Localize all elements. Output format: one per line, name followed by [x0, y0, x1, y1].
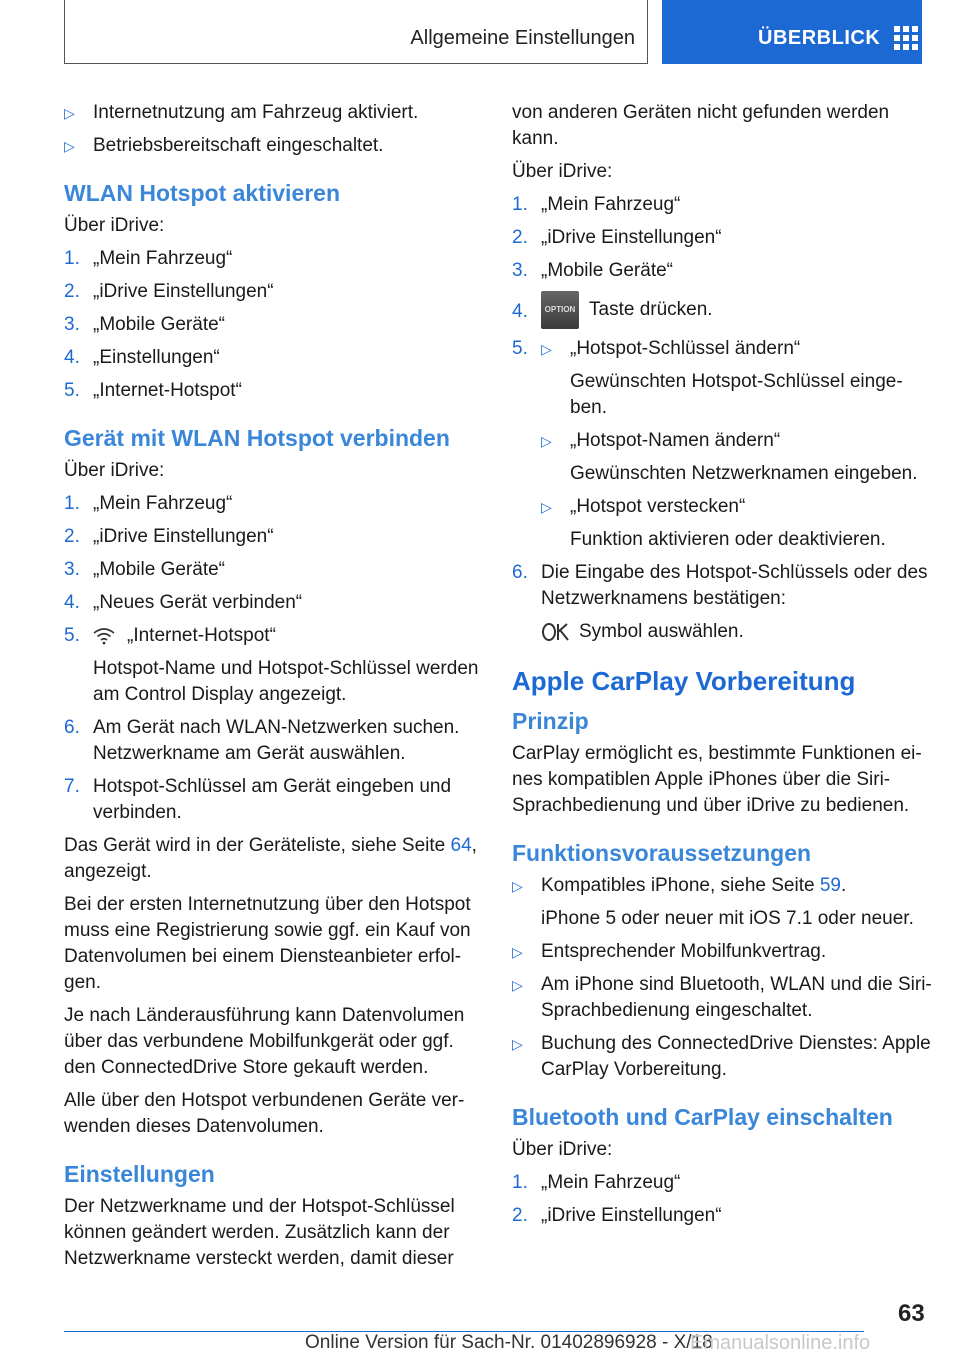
step-note: Hotspot-Name und Hotspot-Schlüssel werden am Control Display angezeigt. [93, 658, 479, 705]
step-note: Gewünschten Netzwerknamen eingeben. [570, 463, 918, 484]
intro-text: Über iDrive: [512, 1139, 613, 1160]
intro-text: Über iDrive: [64, 215, 165, 236]
intro-text: Über iDrive: [64, 460, 165, 481]
list-item: ▷ Buchung des ConnectedDrive Dienstes: Apple CarPlay Vorbereitung. [512, 1033, 931, 1080]
grid-menu-icon[interactable] [894, 26, 918, 50]
heading-carplay: Apple CarPlay Vorbereitung [512, 666, 856, 696]
step-note: Funktion aktivieren oder deaktivieren. [570, 529, 886, 550]
page-link-64[interactable]: 64 [450, 835, 472, 856]
paragraph: Das Gerät wird in der Geräteliste, siehe Seite 64, angezeigt. [64, 835, 477, 882]
watermark: Emanualsonline.info [690, 1332, 871, 1354]
page-header [64, 0, 922, 64]
step-item: 4. „Neues Gerät verbinden“ [64, 592, 303, 613]
triangle-bullet-icon: ▷ [512, 1036, 523, 1052]
triangle-bullet-icon: ▷ [512, 944, 523, 960]
step-item: 6. Am Gerät nach WLAN-Netzwerken suchen. [64, 717, 460, 738]
step-item: 5. „Internet-Hotspot“ [64, 625, 276, 646]
overview-tab[interactable] [662, 0, 922, 64]
step-item: 3. „Mobile Geräte“ [64, 559, 225, 580]
triangle-bullet-icon: ▷ [541, 433, 552, 449]
list-item: ▷ „Hotspot verstecken“ [541, 494, 932, 520]
paragraph: von anderen Geräten nicht gefunden werden kann. [512, 102, 890, 149]
triangle-bullet-icon: ▷ [512, 878, 523, 894]
list-item: ▷ Am iPhone sind Bluetooth, WLAN und die Siri-Sprachbedienung eingeschaltet. [512, 974, 932, 1021]
step-note: iPhone 5 oder neuer mit iOS 7.1 oder neuer. [541, 908, 914, 929]
wifi-icon [93, 627, 115, 645]
right-column [512, 100, 932, 1236]
option-button-icon: OPTION [541, 291, 579, 329]
step-item: 2. „iDrive Einstellungen“ [64, 281, 274, 302]
paragraph: Alle über den Hotspot verbundenen Geräte verwenden dieses Datenvolumen. [64, 1090, 465, 1137]
step-item: 5. ▷ „Hotspot-Schlüssel ändern“ [512, 336, 932, 362]
list-item: ▷ Kompatibles iPhone, siehe Seite 59. [512, 873, 932, 899]
list-item: ▷ Entsprechender Mobilfunkvertrag. [512, 939, 932, 965]
step-note: Gewünschten Hotspot-Schlüssel eingeben. [570, 371, 903, 418]
list-item: ▷ „Hotspot-Schlüssel ändern“ [541, 336, 932, 362]
step-note: Netzwerkname am Gerät auswählen. [93, 743, 406, 764]
triangle-bullet-icon: ▷ [64, 138, 75, 154]
step-item: 1. „Mein Fahrzeug“ [512, 194, 681, 215]
list-item: ▷ „Hotspot-Namen ändern“ [541, 428, 932, 454]
heading-connect-device: Gerät mit WLAN Hotspot verbinden [64, 425, 450, 451]
step-item: 1. „Mein Fahrzeug“ [64, 493, 233, 514]
left-column [64, 100, 484, 1279]
triangle-bullet-icon: ▷ [512, 977, 523, 993]
step-item: 3. „Mobile Geräte“ [64, 314, 225, 335]
step-item: 4. „Einstellungen“ [64, 347, 220, 368]
list-item: ▷ Internetnutzung am Fahrzeug aktiviert. [64, 100, 484, 126]
triangle-bullet-icon: ▷ [541, 499, 552, 515]
list-item: ▷ Betriebsbereitschaft eingeschaltet. [64, 133, 484, 159]
step-item: 5. „Internet-Hotspot“ [64, 380, 242, 401]
section-title-box [64, 0, 648, 64]
triangle-bullet-icon: ▷ [541, 341, 552, 357]
step-note: Symbol auswählen. [512, 619, 932, 645]
paragraph: Je nach Länderausführung kann Datenvolumen über das verbundene Mobilfunkgerät oder ggf. den ConnectedDrive Store gekauft werden. [64, 1005, 465, 1078]
heading-bluetooth-carplay: Bluetooth und CarPlay einschalten [512, 1104, 893, 1130]
footer-text: Online Version für Sach-Nr. 01402896928 - X/18 [305, 1332, 713, 1353]
heading-settings: Einstellungen [64, 1161, 215, 1187]
step-item: 1. „Mein Fahrzeug“ [64, 248, 233, 269]
heading-principle: Prinzip [512, 708, 589, 734]
overview-label: ÜBERBLICK [758, 27, 881, 49]
heading-wlan-hotspot: WLAN Hotspot aktivieren [64, 180, 341, 206]
step-item: 3. „Mobile Geräte“ [512, 260, 673, 281]
step-item: 2. „iDrive Einstellungen“ [64, 526, 274, 547]
paragraph: CarPlay ermöglicht es, bestimmte Funktionen eines kompatiblen Apple iPhones über die Siri-Sprachbedienung und über iDrive zu bedienen. [512, 743, 922, 816]
page-link-59[interactable]: 59 [819, 875, 841, 896]
triangle-bullet-icon: ▷ [64, 105, 75, 121]
heading-requirements: Funktionsvoraussetzungen [512, 840, 812, 866]
ok-symbol-icon [541, 621, 571, 643]
step-item: 2. „iDrive Einstellungen“ [512, 227, 722, 248]
step-item: 4. OPTION Taste drücken. [512, 291, 932, 329]
step-item: 6. Die Eingabe des Hotspot-Schlüssels oder des Netzwerknamens bestätigen: [512, 562, 928, 609]
step-item: 2. „iDrive Einstellungen“ [512, 1205, 722, 1226]
step-item: 1. „Mein Fahrzeug“ [512, 1172, 681, 1193]
section-title: Allgemeine Einstellungen [410, 27, 635, 49]
paragraph: Bei der ersten Internetnutzung über den Hotspot muss eine Registrierung sowie ggf. ein Kauf von Datenvolumen bei einem Diensteanbieter erfolgen. [64, 894, 471, 993]
paragraph: Der Netzwerkname und der Hotspot-Schlüssel können geändert werden. Zusätzlich kann der Netzwerkname versteckt werden, damit dieser [64, 1196, 455, 1269]
intro-text: Über iDrive: [512, 161, 613, 182]
page-number: 63 [898, 1300, 925, 1327]
step-item: 7. Hotspot-Schlüssel am Gerät eingeben und verbinden. [64, 776, 452, 823]
